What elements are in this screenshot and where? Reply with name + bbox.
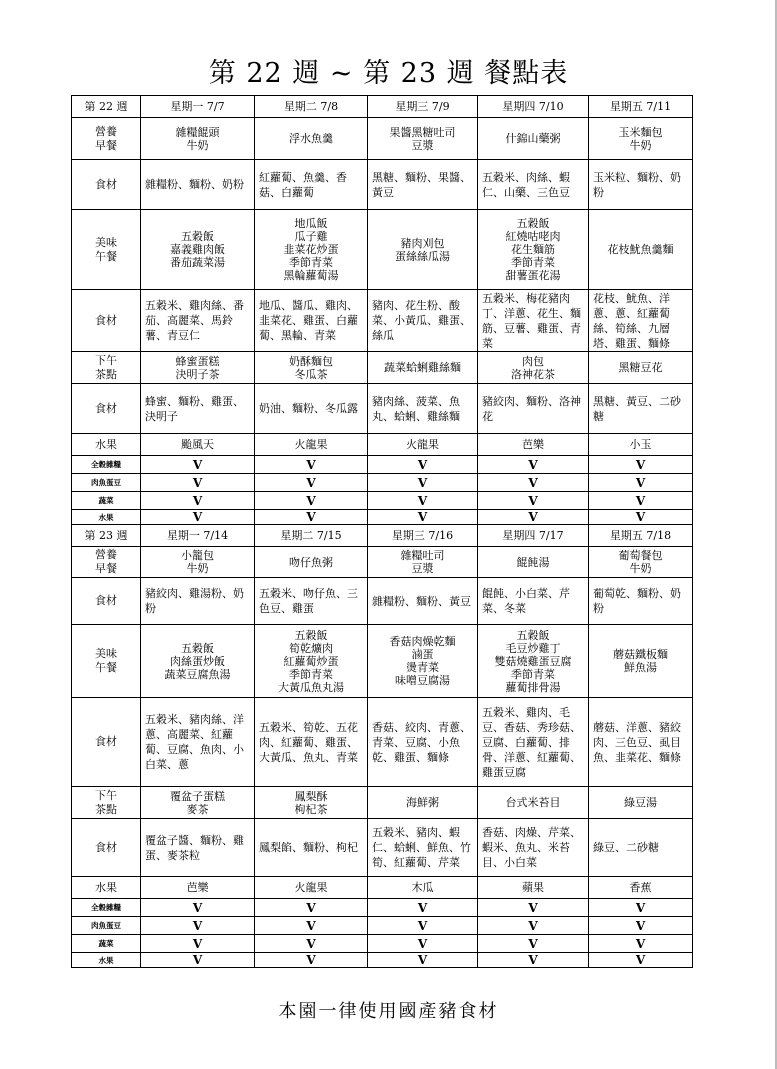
- fruit-cell-tue: 火龍果: [255, 877, 368, 899]
- check-mark: V: [141, 510, 255, 525]
- fruit-cell-wed: 木瓜: [368, 877, 478, 899]
- snack-cell-thu: 肉包 洛神花茶: [478, 352, 589, 384]
- row-label: 水果: [72, 434, 141, 456]
- row-label: 食材: [72, 819, 141, 877]
- check-mark: V: [255, 456, 368, 474]
- lunch-cell-fri: 蘑菇鐵板麵 鮮魚湯: [589, 625, 693, 698]
- breakfast-ingredients-cell-mon: 雜糧粉、麵粉、奶粉: [141, 160, 255, 210]
- snack-ingredients-row: [72, 384, 693, 434]
- day-header-wed: 星期三 7/9: [368, 96, 478, 118]
- day-header-mon: 星期一 7/14: [141, 525, 255, 547]
- breakfast-cell-thu: 餛飩湯: [478, 547, 589, 578]
- week-header-row: [72, 525, 693, 547]
- breakfast-ingredients-row: [72, 160, 693, 210]
- check-mark: V: [589, 917, 693, 935]
- breakfast-ingredients-row: [72, 578, 693, 625]
- snack-row: [72, 352, 693, 384]
- check-mark: V: [368, 935, 478, 953]
- page-title: 第 22 週 ~ 第 23 週 餐點表: [208, 58, 569, 89]
- footer-note: 本園一律使用國產豬食材: [278, 1001, 499, 1022]
- check-mark: V: [255, 474, 368, 492]
- lunch-ingredients-cell-mon: 五穀米、雞肉絲、番茄、高麗菜、馬鈴薯、青豆仁: [141, 290, 255, 352]
- day-header-tue: 星期二 7/15: [255, 525, 368, 547]
- breakfast-ingredients-cell-mon: 豬絞肉、雞湯粉、奶粉: [141, 578, 255, 625]
- week-label: 第 22 週: [72, 96, 141, 118]
- lunch-ingredients-cell-thu: 五穀米、梅花豬肉丁、洋蔥、花生、麵筋、豆薯、雞蛋、青菜: [478, 290, 589, 352]
- snack-cell-fri: 黑糖豆花: [589, 352, 693, 384]
- day-header-wed: 星期三 7/16: [368, 525, 478, 547]
- week-label: 第 23 週: [72, 525, 141, 547]
- check-mark: V: [141, 917, 255, 935]
- food-group-label: 肉魚蛋豆: [72, 917, 141, 935]
- breakfast-ingredients-cell-fri: 葡萄乾、麵粉、奶粉: [589, 578, 693, 625]
- check-mark: V: [478, 510, 589, 525]
- food-group-label: 蔬菜: [72, 935, 141, 953]
- check-mark: V: [255, 510, 368, 525]
- lunch-cell-wed: 香菇肉燥乾麵 滷蛋 燙青菜 味噌豆腐湯: [368, 625, 478, 698]
- check-mark: V: [255, 899, 368, 917]
- day-header-mon: 星期一 7/7: [141, 96, 255, 118]
- check-mark: V: [368, 510, 478, 525]
- lunch-cell-mon: 五穀飯 嘉義雞肉飯 番茄蔬菜湯: [141, 210, 255, 290]
- breakfast-cell-mon: 雜糧餛頭 牛奶: [141, 118, 255, 160]
- check-mark: V: [141, 935, 255, 953]
- check-mark: V: [478, 935, 589, 953]
- snack-cell-tue: 奶酥麵包 冬瓜茶: [255, 352, 368, 384]
- food-group-check-row: [72, 953, 693, 968]
- fruit-cell-thu: 芭樂: [478, 434, 589, 456]
- row-label: 食材: [72, 698, 141, 787]
- snack-ingredients-cell-mon: 覆盆子醬、麵粉、雞蛋、麥茶粒: [141, 819, 255, 877]
- check-mark: V: [368, 899, 478, 917]
- lunch-cell-wed: 豬肉刈包 蛋絲絲瓜湯: [368, 210, 478, 290]
- snack-ingredients-cell-tue: 奶油、麵粉、冬瓜露: [255, 384, 368, 434]
- check-mark: V: [368, 474, 478, 492]
- fruit-cell-mon: 颱風天: [141, 434, 255, 456]
- snack-ingredients-cell-thu: 豬絞肉、麵粉、洛神花: [478, 384, 589, 434]
- lunch-cell-tue: 地瓜飯 瓜子雞 韭菜花炒蛋 季節青菜 黑輪蘿蔔湯: [255, 210, 368, 290]
- breakfast-ingredients-cell-wed: 雜糧粉、麵粉、黃豆: [368, 578, 478, 625]
- food-group-check-row: [72, 917, 693, 935]
- lunch-cell-mon: 五穀飯 肉絲蛋炒飯 蔬菜豆腐魚湯: [141, 625, 255, 698]
- fruit-cell-wed: 火龍果: [368, 434, 478, 456]
- snack-ingredients-cell-thu: 香菇、肉燥、芹菜、蝦米、魚丸、米苔目、小白菜: [478, 819, 589, 877]
- check-mark: V: [368, 953, 478, 968]
- fruit-cell-fri: 小玉: [589, 434, 693, 456]
- check-mark: V: [141, 492, 255, 510]
- check-mark: V: [141, 953, 255, 968]
- breakfast-cell-thu: 什錦山藥粥: [478, 118, 589, 160]
- fruit-row: [72, 877, 693, 899]
- snack-ingredients-cell-wed: 五穀米、豬肉、蝦仁、蛤蜊、鮮魚、竹筍、紅蘿蔔、芹菜: [368, 819, 478, 877]
- check-mark: V: [255, 492, 368, 510]
- snack-ingredients-cell-fri: 綠豆、二砂糖: [589, 819, 693, 877]
- breakfast-cell-wed: 雜糧吐司 豆漿: [368, 547, 478, 578]
- row-label: 美味 午餐: [72, 625, 141, 698]
- lunch-ingredients-cell-fri: 蘑菇、洋蔥、豬絞肉、三色豆、虱目魚、韭菜花、麵條: [589, 698, 693, 787]
- food-group-label: 水果: [72, 953, 141, 968]
- lunch-cell-thu: 五穀飯 毛豆炒雞丁 雙菇燒雞蛋豆腐 季節青菜 蘿蔔排骨湯: [478, 625, 589, 698]
- breakfast-cell-tue: 吻仔魚粥: [255, 547, 368, 578]
- fruit-cell-thu: 蘋果: [478, 877, 589, 899]
- week-header-row: [72, 96, 693, 118]
- row-label: 營養 早餐: [72, 547, 141, 578]
- breakfast-ingredients-cell-tue: 五穀米、吻仔魚、三色豆、雞蛋: [255, 578, 368, 625]
- check-mark: V: [478, 474, 589, 492]
- breakfast-row: [72, 118, 693, 160]
- snack-cell-wed: 蔬菜蛤蜊雞絲麵: [368, 352, 478, 384]
- lunch-cell-tue: 五穀飯 筍乾爌肉 紅蘿蔔炒蛋 季節青菜 大黃瓜魚丸湯: [255, 625, 368, 698]
- snack-ingredients-cell-mon: 蜂蜜、麵粉、雞蛋、決明子: [141, 384, 255, 434]
- breakfast-cell-mon: 小籠包 牛奶: [141, 547, 255, 578]
- check-mark: V: [589, 456, 693, 474]
- breakfast-cell-fri: 玉米麵包 牛奶: [589, 118, 693, 160]
- snack-row: [72, 787, 693, 819]
- lunch-row: [72, 210, 693, 290]
- lunch-row: [72, 625, 693, 698]
- breakfast-ingredients-cell-fri: 玉米粒、麵粉、奶粉: [589, 160, 693, 210]
- lunch-cell-thu: 五穀飯 紅燒咕咾肉 花生麵筋 季節青菜 甜薯蛋花湯: [478, 210, 589, 290]
- breakfast-ingredients-cell-wed: 黑糖、麵粉、果醬、黃豆: [368, 160, 478, 210]
- breakfast-cell-wed: 果醬黑糖吐司 豆漿: [368, 118, 478, 160]
- food-group-check-row: [72, 456, 693, 474]
- row-label: 食材: [72, 578, 141, 625]
- check-mark: V: [589, 899, 693, 917]
- check-mark: V: [255, 935, 368, 953]
- breakfast-cell-tue: 浮水魚羹: [255, 118, 368, 160]
- check-mark: V: [589, 953, 693, 968]
- breakfast-cell-fri: 葡萄餐包 牛奶: [589, 547, 693, 578]
- food-group-label: 蔬菜: [72, 492, 141, 510]
- row-label: 食材: [72, 160, 141, 210]
- fruit-cell-tue: 火龍果: [255, 434, 368, 456]
- food-group-label: 水果: [72, 510, 141, 525]
- food-group-label: 全穀雜糧: [72, 456, 141, 474]
- day-header-tue: 星期二 7/8: [255, 96, 368, 118]
- row-label: 食材: [72, 384, 141, 434]
- row-label: 營養 早餐: [72, 118, 141, 160]
- fruit-row: [72, 434, 693, 456]
- food-group-check-row: [72, 474, 693, 492]
- row-label: 食材: [72, 290, 141, 352]
- check-mark: V: [368, 917, 478, 935]
- snack-cell-fri: 綠豆湯: [589, 787, 693, 819]
- day-header-thu: 星期四 7/10: [478, 96, 589, 118]
- food-group-check-row: [72, 492, 693, 510]
- lunch-ingredients-cell-wed: 豬肉、花生粉、酸菜、小黃瓜、雞蛋、絲瓜: [368, 290, 478, 352]
- lunch-ingredients-row: [72, 290, 693, 352]
- check-mark: V: [589, 474, 693, 492]
- row-label: 下午 茶點: [72, 787, 141, 819]
- check-mark: V: [255, 953, 368, 968]
- lunch-ingredients-cell-fri: 花枝、魷魚、洋蔥、蔥、紅蘿蔔絲、筍絲、九層塔、雞蛋、麵條: [589, 290, 693, 352]
- lunch-ingredients-cell-mon: 五穀米、豬肉絲、洋蔥、高麗菜、紅蘿蔔、豆腐、魚肉、小白菜、蔥: [141, 698, 255, 787]
- check-mark: V: [141, 899, 255, 917]
- fruit-cell-mon: 芭樂: [141, 877, 255, 899]
- snack-cell-wed: 海鮮粥: [368, 787, 478, 819]
- meal-schedule-table: [71, 95, 693, 968]
- check-mark: V: [478, 492, 589, 510]
- breakfast-ingredients-cell-tue: 紅蘿蔔、魚羹、香菇、白蘿蔔: [255, 160, 368, 210]
- check-mark: V: [478, 953, 589, 968]
- check-mark: V: [141, 474, 255, 492]
- check-mark: V: [589, 492, 693, 510]
- check-mark: V: [478, 899, 589, 917]
- breakfast-ingredients-cell-thu: 五穀米、肉絲、蝦仁、山藥、三色豆: [478, 160, 589, 210]
- snack-ingredients-row: [72, 819, 693, 877]
- snack-cell-mon: 蜂蜜蛋糕 決明子茶: [141, 352, 255, 384]
- snack-ingredients-cell-fri: 黑糖、黃豆、二砂糖: [589, 384, 693, 434]
- lunch-cell-fri: 花枝魷魚羹麵: [589, 210, 693, 290]
- snack-ingredients-cell-wed: 豬肉絲、菠菜、魚丸、蛤蜊、雞絲麵: [368, 384, 478, 434]
- check-mark: V: [589, 510, 693, 525]
- check-mark: V: [589, 935, 693, 953]
- snack-cell-thu: 台式米苔目: [478, 787, 589, 819]
- check-mark: V: [478, 917, 589, 935]
- food-group-check-row: [72, 899, 693, 917]
- day-header-fri: 星期五 7/11: [589, 96, 693, 118]
- breakfast-ingredients-cell-thu: 餛飩、小白菜、芹菜、冬菜: [478, 578, 589, 625]
- food-group-check-row: [72, 510, 693, 525]
- food-group-label: 肉魚蛋豆: [72, 474, 141, 492]
- food-group-check-row: [72, 935, 693, 953]
- day-header-fri: 星期五 7/18: [589, 525, 693, 547]
- row-label: 下午 茶點: [72, 352, 141, 384]
- day-header-thu: 星期四 7/17: [478, 525, 589, 547]
- lunch-ingredients-cell-tue: 地瓜、醬瓜、雞肉、韭菜花、雞蛋、白蘿蔔、黑輪、青菜: [255, 290, 368, 352]
- row-label: 美味 午餐: [72, 210, 141, 290]
- lunch-ingredients-cell-tue: 五穀米、筍乾、五花肉、紅蘿蔔、雞蛋、大黃瓜、魚丸、青菜: [255, 698, 368, 787]
- snack-ingredients-cell-tue: 鳳梨餡、麵粉、枸杞: [255, 819, 368, 877]
- food-group-label: 全穀雜糧: [72, 899, 141, 917]
- check-mark: V: [141, 456, 255, 474]
- lunch-ingredients-cell-wed: 香菇、絞肉、青蔥、青菜、豆腐、小魚乾、雞蛋、麵條: [368, 698, 478, 787]
- check-mark: V: [368, 492, 478, 510]
- lunch-ingredients-row: [72, 698, 693, 787]
- snack-cell-mon: 覆盆子蛋糕 麥茶: [141, 787, 255, 819]
- check-mark: V: [368, 456, 478, 474]
- fruit-cell-fri: 香蕉: [589, 877, 693, 899]
- lunch-ingredients-cell-thu: 五穀米、雞肉、毛豆、香菇、秀珍菇、豆腐、白蘿蔔、排骨、洋蔥、紅蘿蔔、雞蛋豆腐: [478, 698, 589, 787]
- check-mark: V: [255, 917, 368, 935]
- row-label: 水果: [72, 877, 141, 899]
- breakfast-row: [72, 547, 693, 578]
- check-mark: V: [478, 456, 589, 474]
- snack-cell-tue: 鳳梨酥 枸杞茶: [255, 787, 368, 819]
